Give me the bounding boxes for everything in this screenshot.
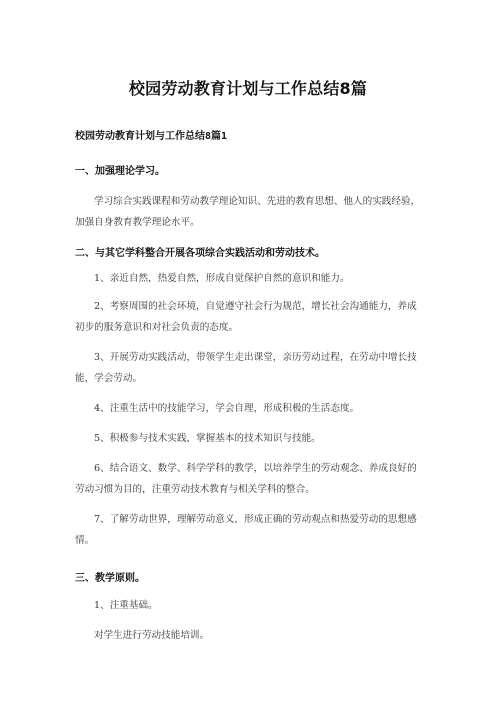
section-1-paragraph: 学习综合实践课程和劳动教学理论知识、先进的教育思想、他人的实践经验，加强自身教育教学理论水平。	[75, 196, 421, 228]
list-item: 3、开展劳动实践活动，带领学生走出课堂，亲历劳动过程，在劳动中增长技能，学会劳动。	[75, 352, 417, 384]
section-heading-1: 一、加强理论学习。	[75, 166, 165, 177]
document-subtitle: 校园劳动教育计划与工作总结8篇1	[75, 131, 228, 142]
list-item: 4、注重生活中的技能学习，学会自理，形成积极的生活态度。	[94, 403, 360, 414]
list-item: 6、结合语文、数学、科学学科的教学，以培养学生的劳动观念、养成良好的劳动习惯为目的，注重劳动技术教育与相关学科的整合。	[75, 463, 417, 495]
list-item: 对学生进行劳动技能培训。	[94, 630, 210, 641]
list-item: 1、注重基础。	[94, 600, 158, 611]
document-title: 校园劳动教育计划与工作总结8篇	[128, 79, 368, 98]
section-heading-2: 二、与其它学科整合开展各项综合实践活动和劳动技术。	[75, 248, 325, 259]
list-item: 2、考察周围的社会环境，自觉遵守社会行为规范，增长社会沟通能力，养成初步的服务意识和对社会负责的态度。	[75, 301, 417, 333]
list-item: 7、了解劳动世界，理解劳动意义，形成正确的劳动观点和热爱劳动的思想感情。	[75, 514, 417, 546]
list-item: 1、亲近自然，热爱自然，形成自觉保护自然的意识和能力。	[94, 273, 350, 284]
list-item: 5、积极参与技术实践，掌握基本的技术知识与技能。	[94, 433, 321, 444]
section-heading-3: 三、教学原则。	[75, 573, 145, 584]
